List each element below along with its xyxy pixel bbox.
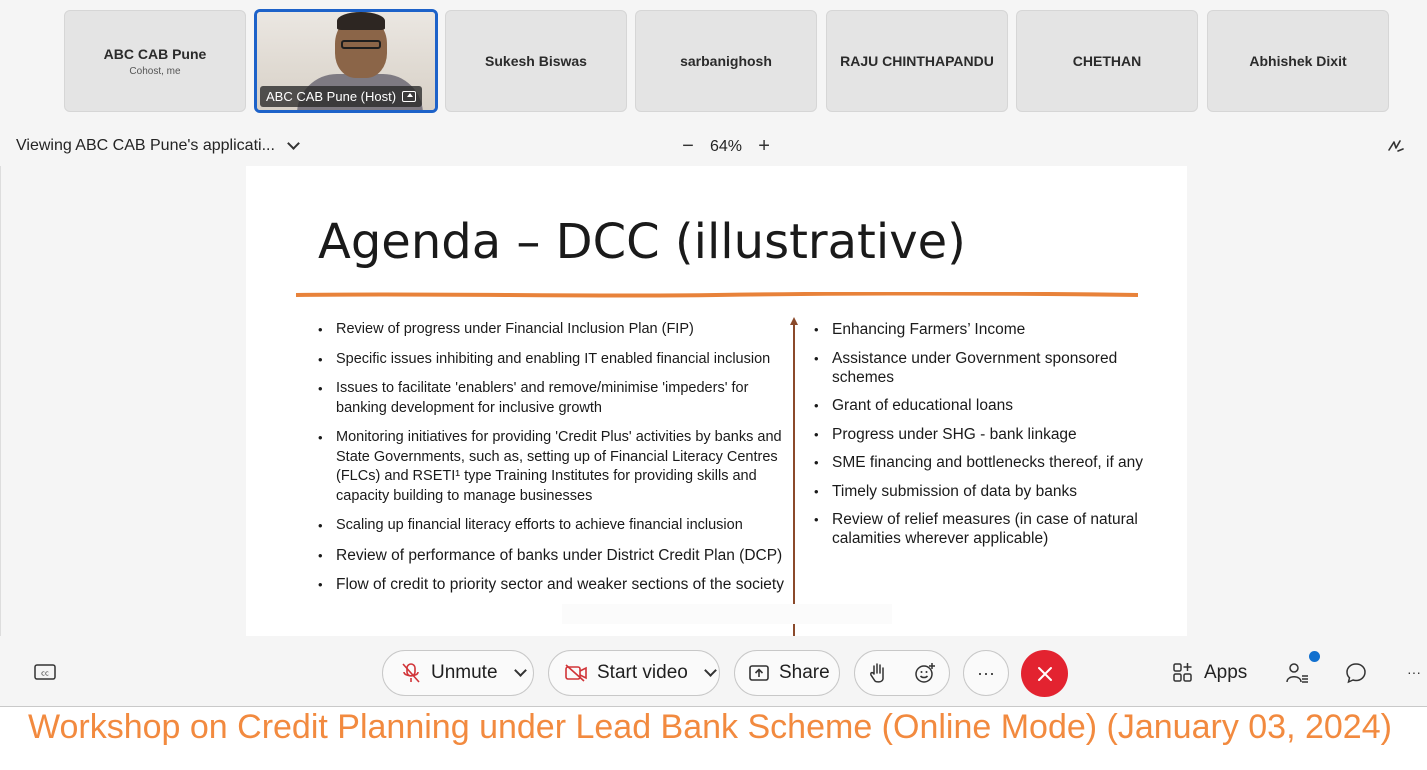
participant-name: sarbanighosh <box>680 53 772 69</box>
agenda-item: • Monitoring initiatives for providing 'Credit Plus' activities by banks and State Governments, such as, setting up of Financial Literacy Centres (FLCs) and RSETI¹ type Training Institutes for providing skills and capacity building to manage businesses <box>318 428 794 506</box>
muted-mic-icon <box>401 662 421 684</box>
agenda-item: • Assistance under Government sponsored schemes <box>814 349 1154 387</box>
zoom-level: 64% <box>710 137 743 155</box>
viewing-label: Viewing ABC CAB Pune's applicati... <box>16 137 275 154</box>
agenda-item: • Grant of educational loans <box>814 396 1154 415</box>
participant-name: Abhishek Dixit <box>1249 53 1347 69</box>
participant-name: RAJU CHINTHAPANDU <box>840 53 994 69</box>
participant-name: Sukesh Biswas <box>485 53 587 69</box>
agenda-item: • Review of performance of banks under District Credit Plan (DCP) <box>318 546 794 566</box>
left-agenda-list <box>318 320 794 605</box>
chevron-down-icon[interactable] <box>514 664 527 677</box>
agenda-item: • Enhancing Farmers’ Income <box>814 320 1154 339</box>
reactions-group <box>854 650 950 696</box>
start-video-button[interactable] <box>548 650 720 696</box>
chevron-down-icon[interactable] <box>704 664 717 677</box>
share-view-bar <box>0 124 1427 166</box>
agenda-item: • Issues to facilitate 'enablers' and remove/minimise 'impeders' for banking development for inclusive growth <box>318 379 794 418</box>
agenda-item: • Review of progress under Financial Inclusion Plan (FIP) <box>318 320 794 340</box>
agenda-item: • Progress under SHG - bank linkage <box>814 425 1154 444</box>
agenda-item: • Timely submission of data by banks <box>814 482 1154 501</box>
start-video-label: Start video <box>597 662 688 683</box>
zoom-controls <box>680 135 772 158</box>
participants-icon[interactable] <box>1285 662 1309 684</box>
participant-name: ABC CAB Pune <box>103 45 207 62</box>
participant-tile[interactable] <box>445 10 627 112</box>
unmute-button[interactable] <box>382 650 534 696</box>
agenda-item: • Scaling up financial literacy efforts to achieve financial inclusion <box>318 516 794 536</box>
annotate-icon[interactable] <box>1386 136 1406 156</box>
slide-title: Agenda – DCC (illustrative) <box>318 214 966 270</box>
raise-hand-icon[interactable] <box>868 662 888 684</box>
apps-button[interactable] <box>1172 662 1247 684</box>
participant-tile[interactable] <box>635 10 817 112</box>
more-icon: ··· <box>977 662 995 683</box>
presentation-slide <box>246 166 1187 636</box>
close-icon <box>1036 665 1054 683</box>
title-underline <box>296 292 1138 298</box>
apps-label: Apps <box>1204 662 1248 683</box>
share-label: Share <box>779 662 830 683</box>
participant-tile[interactable] <box>1207 10 1389 112</box>
zoom-in-button[interactable]: + <box>758 135 770 157</box>
agenda-item: • Flow of credit to priority sector and weaker sections of the society <box>318 575 794 595</box>
participant-tile[interactable] <box>64 10 246 112</box>
end-call-button[interactable] <box>1021 650 1068 697</box>
video-off-icon <box>565 664 587 682</box>
chat-icon[interactable] <box>1345 662 1367 684</box>
more-options-button[interactable] <box>963 650 1009 696</box>
svg-text:cc: cc <box>41 669 49 678</box>
reactions-icon[interactable] <box>914 662 936 684</box>
viewing-dropdown[interactable] <box>16 137 298 155</box>
overflow-menu-button[interactable]: ··· <box>1407 664 1421 680</box>
unmute-label: Unmute <box>431 662 498 683</box>
participant-role: Cohost, me <box>129 65 181 77</box>
zoom-out-button[interactable]: − <box>682 135 694 157</box>
sharing-icon <box>402 91 416 102</box>
closed-captions-icon[interactable] <box>34 664 56 680</box>
host-name-label <box>260 86 422 107</box>
agenda-item: • SME financing and bottlenecks thereof, if any <box>814 453 1154 472</box>
right-agenda-list <box>814 320 1154 558</box>
workshop-caption: Workshop on Credit Planning under Lead Bank Scheme (Online Mode) (January 03, 2024) <box>28 708 1392 746</box>
participant-strip <box>0 0 1427 124</box>
chevron-down-icon <box>287 137 300 150</box>
agenda-item: • Specific issues inhibiting and enabling IT enabled financial inclusion <box>318 350 794 370</box>
share-screen-icon <box>749 664 769 682</box>
slide-faint-box <box>562 604 892 624</box>
participant-tile[interactable] <box>826 10 1008 112</box>
host-video-tile[interactable] <box>254 9 438 113</box>
apps-icon <box>1172 662 1194 684</box>
arrow-divider <box>789 316 799 636</box>
notification-dot <box>1309 651 1320 662</box>
participant-name: CHETHAN <box>1072 53 1142 69</box>
participant-name: ABC CAB Pune (Host) <box>266 89 397 104</box>
agenda-item: • Review of relief measures (in case of natural calamities wherever applicable) <box>814 510 1154 548</box>
participant-tile[interactable] <box>1016 10 1198 112</box>
share-button[interactable] <box>734 650 840 696</box>
